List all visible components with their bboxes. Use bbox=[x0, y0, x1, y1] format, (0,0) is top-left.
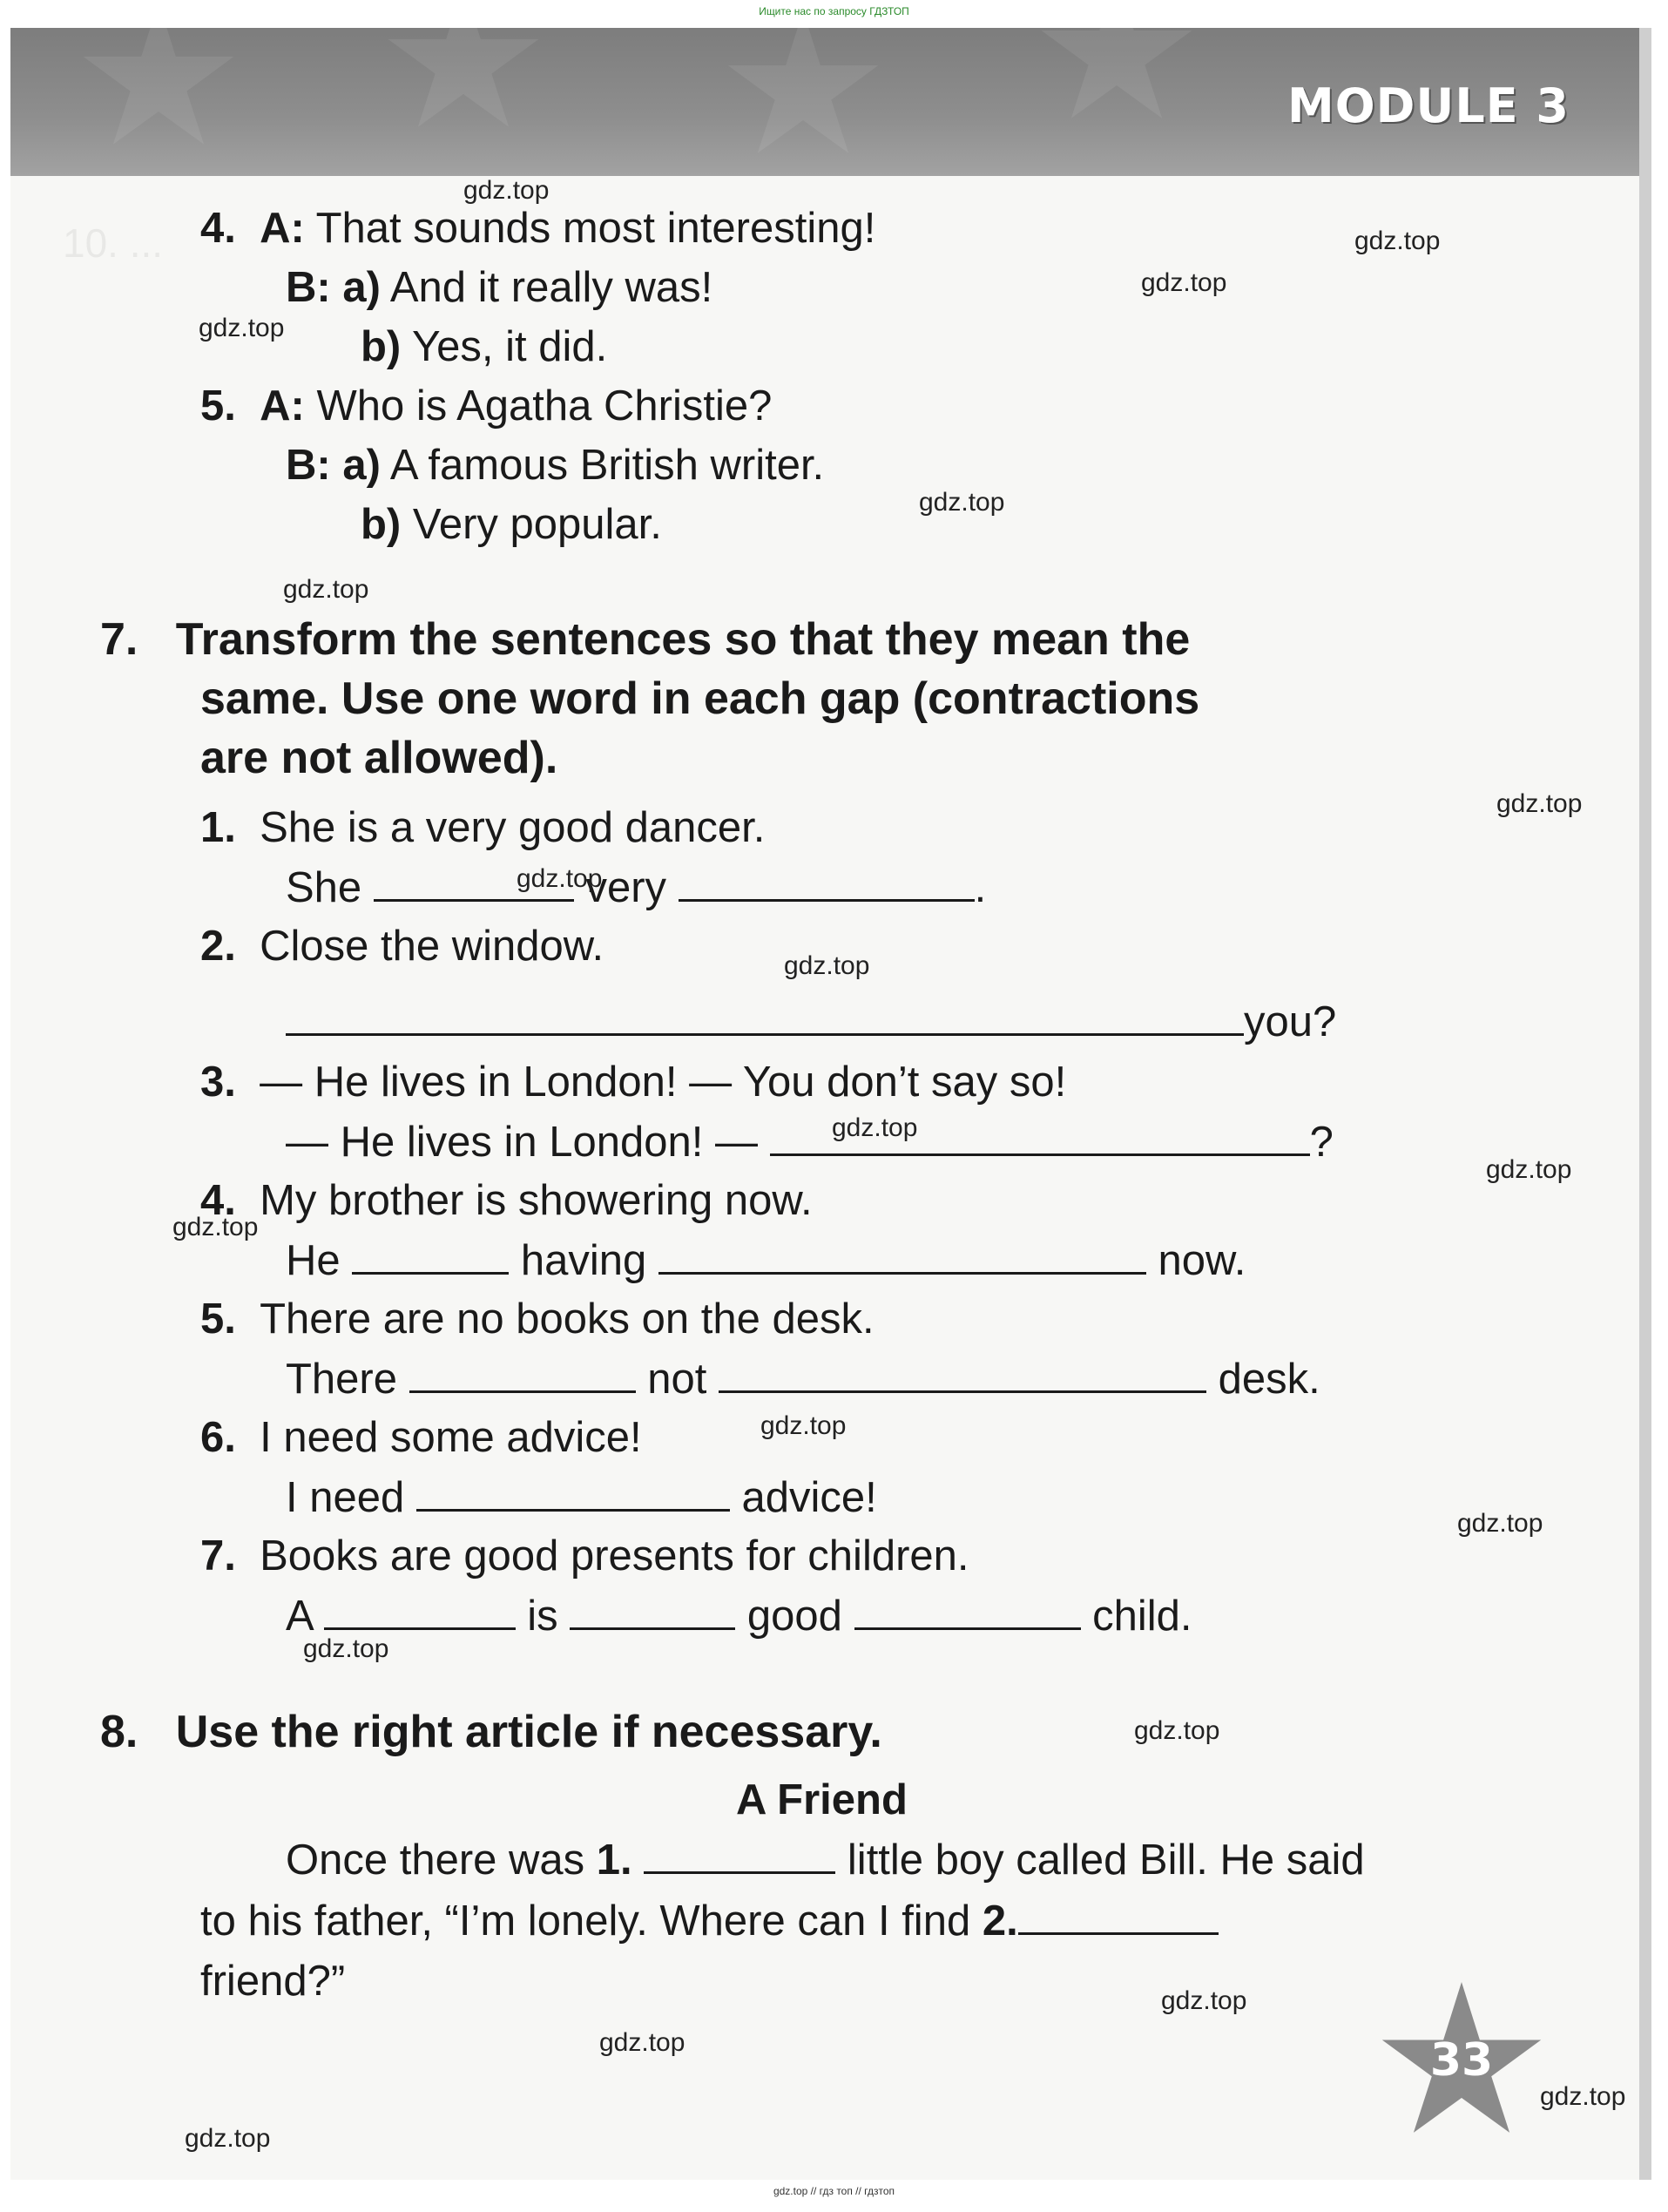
watermark: gdz.top bbox=[1486, 1155, 1572, 1184]
story-line-2: to his father, “I’m lonely. Where can I find 2. bbox=[200, 1894, 1219, 1947]
header-star-decoration bbox=[725, 28, 881, 167]
watermark: gdz.top bbox=[919, 488, 1005, 517]
answer-gap[interactable] bbox=[679, 861, 975, 902]
watermark: gdz.top bbox=[1496, 789, 1583, 818]
ex7-item7-original: 7. Books are good presents for children. bbox=[200, 1532, 969, 1580]
answer-gap[interactable] bbox=[1018, 1894, 1219, 1935]
story-line-1: Once there was 1. little boy called Bill. He said bbox=[286, 1833, 1365, 1886]
answer-gap[interactable] bbox=[644, 1833, 835, 1874]
answer-gap[interactable] bbox=[658, 1234, 1146, 1275]
header-star-decoration bbox=[385, 28, 542, 141]
answer-gap[interactable] bbox=[719, 1352, 1206, 1393]
watermark: gdz.top bbox=[1540, 2082, 1626, 2111]
ex7-item4-transform: He having now. bbox=[286, 1234, 1246, 1287]
answer-gap[interactable] bbox=[854, 1589, 1081, 1630]
answer-gap[interactable] bbox=[416, 1471, 730, 1512]
watermark: gdz.top bbox=[463, 176, 550, 205]
ex7-item4-original: 4. My brother is showering now. bbox=[200, 1177, 813, 1224]
story-title: A Friend bbox=[736, 1776, 908, 1823]
module-header bbox=[10, 28, 1639, 176]
ex7-item5-transform: There not desk. bbox=[286, 1352, 1320, 1405]
watermark: gdz.top bbox=[283, 575, 369, 604]
ex6-item5-option-a: B: a) A famous British writer. bbox=[286, 442, 825, 489]
ex6-item4-option-b: b) Yes, it did. bbox=[361, 323, 608, 370]
ex6-item5-option-b: b) Very popular. bbox=[361, 501, 662, 548]
watermark: gdz.top bbox=[1134, 1716, 1220, 1745]
answer-gap[interactable] bbox=[409, 1352, 636, 1393]
watermark: gdz.top bbox=[1354, 227, 1441, 255]
answer-gap[interactable] bbox=[324, 1589, 516, 1630]
module-title: MODULE 3 bbox=[1287, 78, 1570, 133]
show-through-text: 10. ... bbox=[63, 220, 164, 266]
ex7-item3-original: 3. — He lives in London! — You don’t say so! bbox=[200, 1059, 1067, 1106]
watermark: gdz.top bbox=[172, 1213, 259, 1241]
watermark: gdz.top bbox=[1141, 268, 1227, 297]
ex7-item2-original: 2. Close the window. bbox=[200, 923, 604, 970]
ex7-item3-transform: — He lives in London! — ? bbox=[286, 1115, 1334, 1168]
ex7-item5-original: 5. There are no books on the desk. bbox=[200, 1295, 875, 1343]
watermark: gdz.top bbox=[303, 1634, 389, 1663]
watermark: gdz.top bbox=[1457, 1509, 1543, 1538]
ex7-item6-original: 6. I need some advice! bbox=[200, 1414, 642, 1461]
answer-gap[interactable] bbox=[570, 1589, 735, 1630]
ex6-item4-question: 4. A: That sounds most interesting! bbox=[200, 205, 876, 252]
story-line-3: friend?” bbox=[200, 1958, 346, 2005]
ex7-item1-transform: She very . bbox=[286, 861, 986, 914]
bottom-note: gdz.top // гдз топ // гдзтоп bbox=[773, 2185, 895, 2197]
ex8-heading: 8. Use the right article if necessary. bbox=[100, 1707, 882, 1757]
answer-gap[interactable] bbox=[286, 995, 1244, 1036]
answer-gap[interactable] bbox=[352, 1234, 509, 1275]
watermark: gdz.top bbox=[1161, 1986, 1247, 2015]
watermark: gdz.top bbox=[517, 864, 603, 893]
textbook-page bbox=[10, 28, 1651, 2180]
watermark: gdz.top bbox=[784, 951, 870, 980]
header-star-decoration bbox=[1038, 28, 1195, 132]
ex7-heading-line2: same. Use one word in each gap (contractions bbox=[200, 673, 1200, 724]
ex7-heading-line1: 7. Transform the sentences so that they mean the bbox=[100, 614, 1191, 665]
watermark: gdz.top bbox=[185, 2124, 271, 2153]
ex6-item4-option-a: B: a) And it really was! bbox=[286, 264, 713, 311]
ex7-heading-line3: are not allowed). bbox=[200, 733, 558, 783]
watermark: gdz.top bbox=[199, 314, 285, 342]
ex6-item5-question: 5. A: Who is Agatha Christie? bbox=[200, 382, 773, 430]
ex7-item7-transform: A is good child. bbox=[286, 1589, 1192, 1642]
watermark: gdz.top bbox=[760, 1411, 847, 1440]
ex7-item1-original: 1. She is a very good dancer. bbox=[200, 804, 766, 851]
watermark: gdz.top bbox=[832, 1113, 918, 1142]
header-star-decoration bbox=[80, 28, 237, 159]
ex7-item6-transform: I need advice! bbox=[286, 1471, 877, 1524]
watermark: gdz.top bbox=[599, 2028, 685, 2057]
ex7-item2-transform: you? bbox=[286, 995, 1336, 1048]
page-number: 33 bbox=[1429, 2034, 1494, 2087]
top-note: Ищите нас по запросу ГДЗТОП bbox=[759, 5, 909, 17]
